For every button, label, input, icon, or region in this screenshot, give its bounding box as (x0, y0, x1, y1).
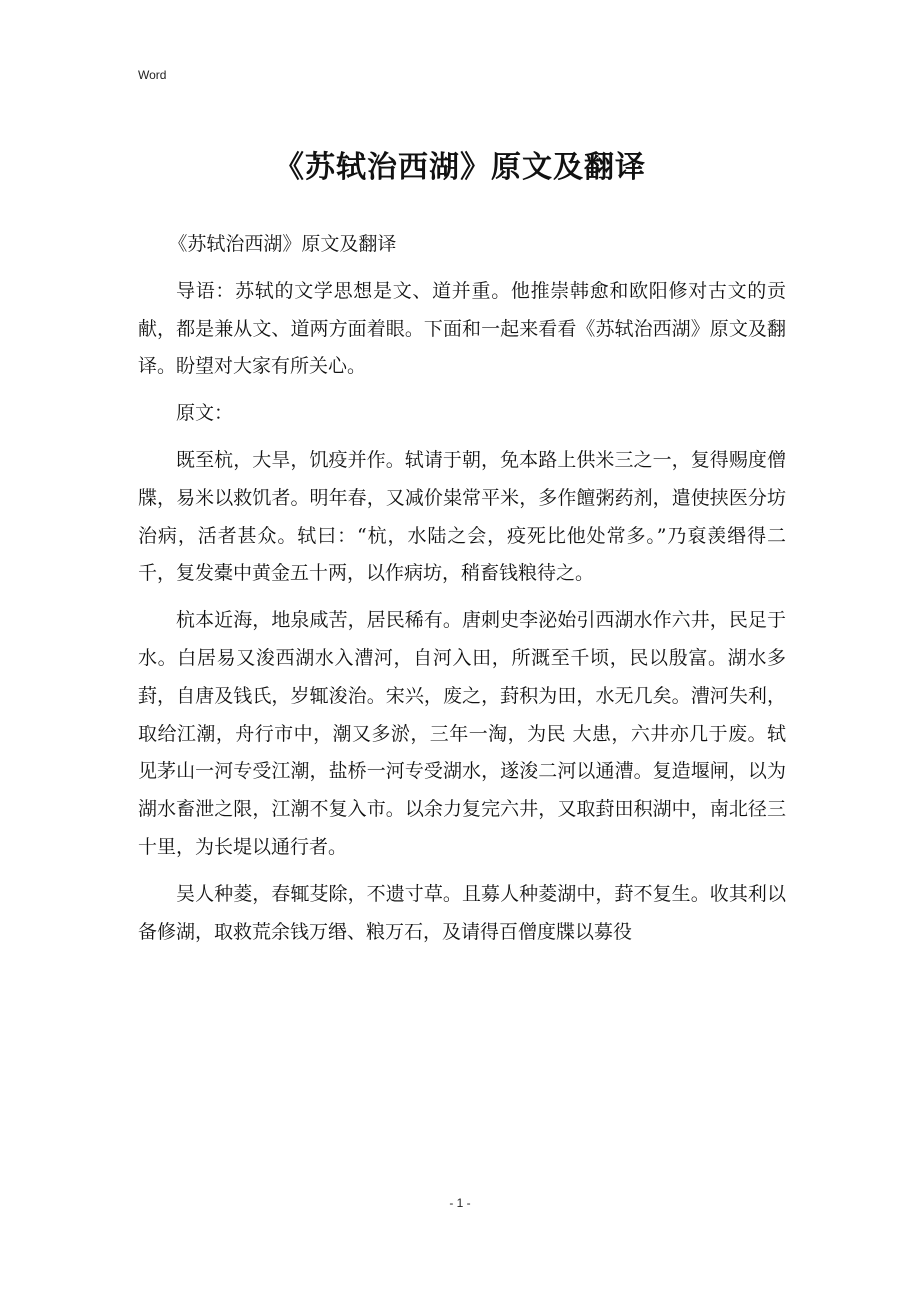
paragraph-original-2: 杭本近海，地泉咸苦，居民稀有。唐刺史李泌始引西湖水作六井，民足于水。白居易又浚西湖水入漕河，自河入田，所溉至千顷，民以殷富。湖水多葑，自唐及钱氏，岁辄浚治。宋兴，废之，葑积为田，水无几矣。漕河失利，取给江潮，舟行市中，潮又多淤，三年一淘，为民 大患，六井亦几于废。轼见茅山一河专受江潮，盐桥一河专受湖水，遂浚二河以通漕。复造堰闸，以为湖水畜泄之限，江潮不复入市。以余力复完六井，又取葑田积湖中，南北径三十里，为长堤以通行者。 (138, 609, 786, 858)
paragraph-heading-original: 原文： (176, 402, 234, 425)
paragraph-subtitle: 《苏轼治西湖》原文及翻译 (168, 233, 397, 255)
paragraph-original-1: 既至杭，大旱，饥疫并作。轼请于朝，免本路上供米三之一，复得赐度僧牒，易米以救饥者。明年春，又减价粜常平米，多作饘粥药剂，遣使挟医分坊治病，活者甚众。轼曰：“杭，水陆之会，疫死比他处常多。”乃裒羡缗得二千，复发橐中黄金五十两，以作病坊，稍畜钱粮待之。 (138, 448, 786, 585)
paragraph-original-3: 吴人种菱，春辄芟除，不遗寸草。且募人种菱湖中，葑不复生。收其利以备修湖，取救荒余钱万缗、粮万石，及请得百僧度牒以募役 (138, 882, 786, 943)
page-number: - 1 - (449, 1196, 471, 1210)
document-body (138, 226, 786, 960)
header-app-label: Word (138, 68, 167, 82)
document-title: 《苏轼治西湖》原文及翻译 (274, 150, 646, 185)
paragraph-intro: 导语：苏轼的文学思想是文、道并重。他推崇韩愈和欧阳修对古文的贡献，都是兼从文、道两方面着眼。下面和一起来看看《苏轼治西湖》原文及翻译。盼望对大家有所关心。 (138, 279, 786, 378)
